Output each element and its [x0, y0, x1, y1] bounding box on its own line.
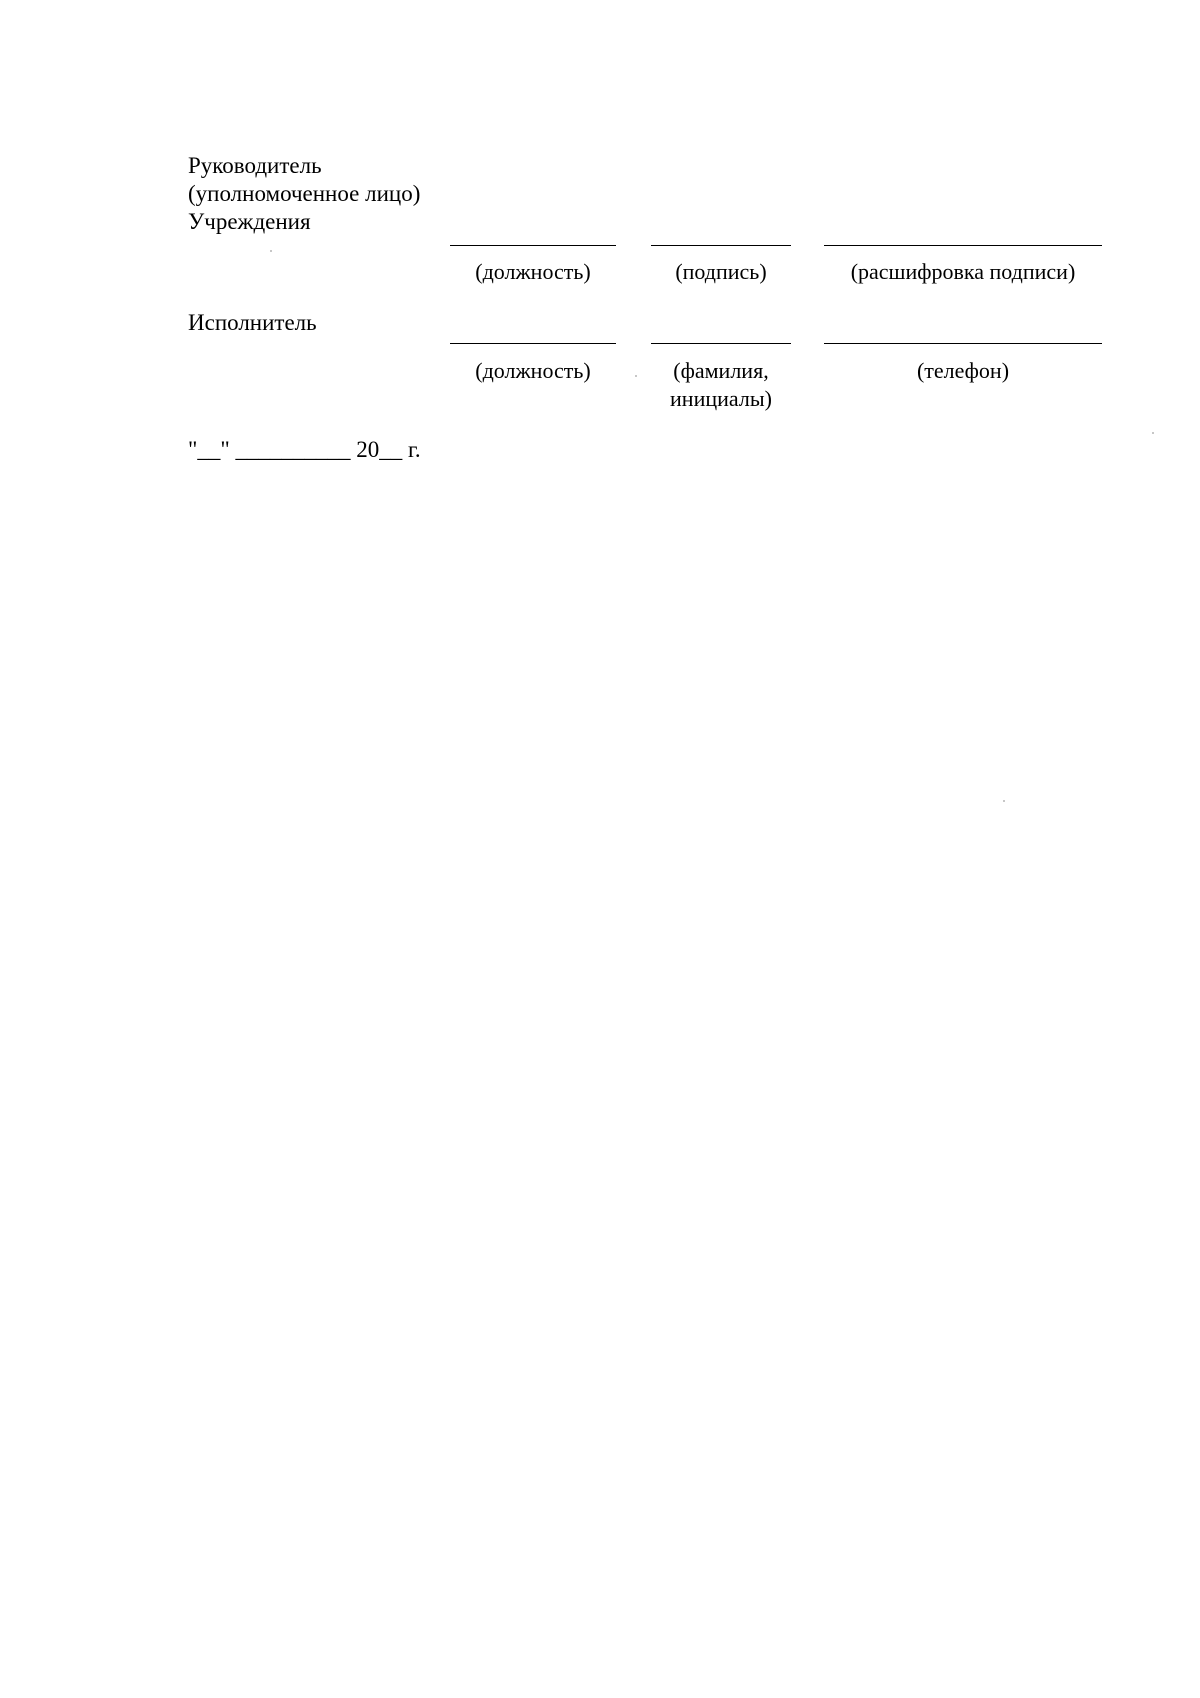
- head-signature-decoding-caption: (расшифровка подписи): [850, 259, 1076, 284]
- executor-phone-caption: (телефон): [916, 358, 1010, 383]
- executor-name-caption-line2: инициалы): [670, 386, 772, 411]
- executor-name-caption-line1: (фамилия,: [673, 358, 769, 383]
- head-title-line1: Руководитель: [188, 153, 322, 178]
- scan-speck: [1152, 432, 1154, 434]
- executor-phone-line: [824, 343, 1102, 344]
- executor-name-line: [651, 343, 791, 344]
- executor-position-caption: (должность): [475, 358, 591, 383]
- executor-title: Исполнитель: [188, 310, 317, 335]
- head-title-line3: Учреждения: [188, 209, 311, 234]
- scan-speck: [270, 250, 272, 252]
- scan-speck: [635, 375, 637, 377]
- scan-speck: [1003, 800, 1005, 802]
- head-title-line2: (уполномоченное лицо): [188, 181, 421, 206]
- head-signature-decoding-line: [824, 245, 1102, 246]
- head-signature-caption: (подпись): [675, 259, 767, 284]
- head-position-caption: (должность): [475, 259, 591, 284]
- date-line: "__" __________ 20__ г.: [188, 437, 421, 462]
- executor-position-line: [450, 343, 616, 344]
- head-position-signature-line: [450, 245, 616, 246]
- head-signature-line: [651, 245, 791, 246]
